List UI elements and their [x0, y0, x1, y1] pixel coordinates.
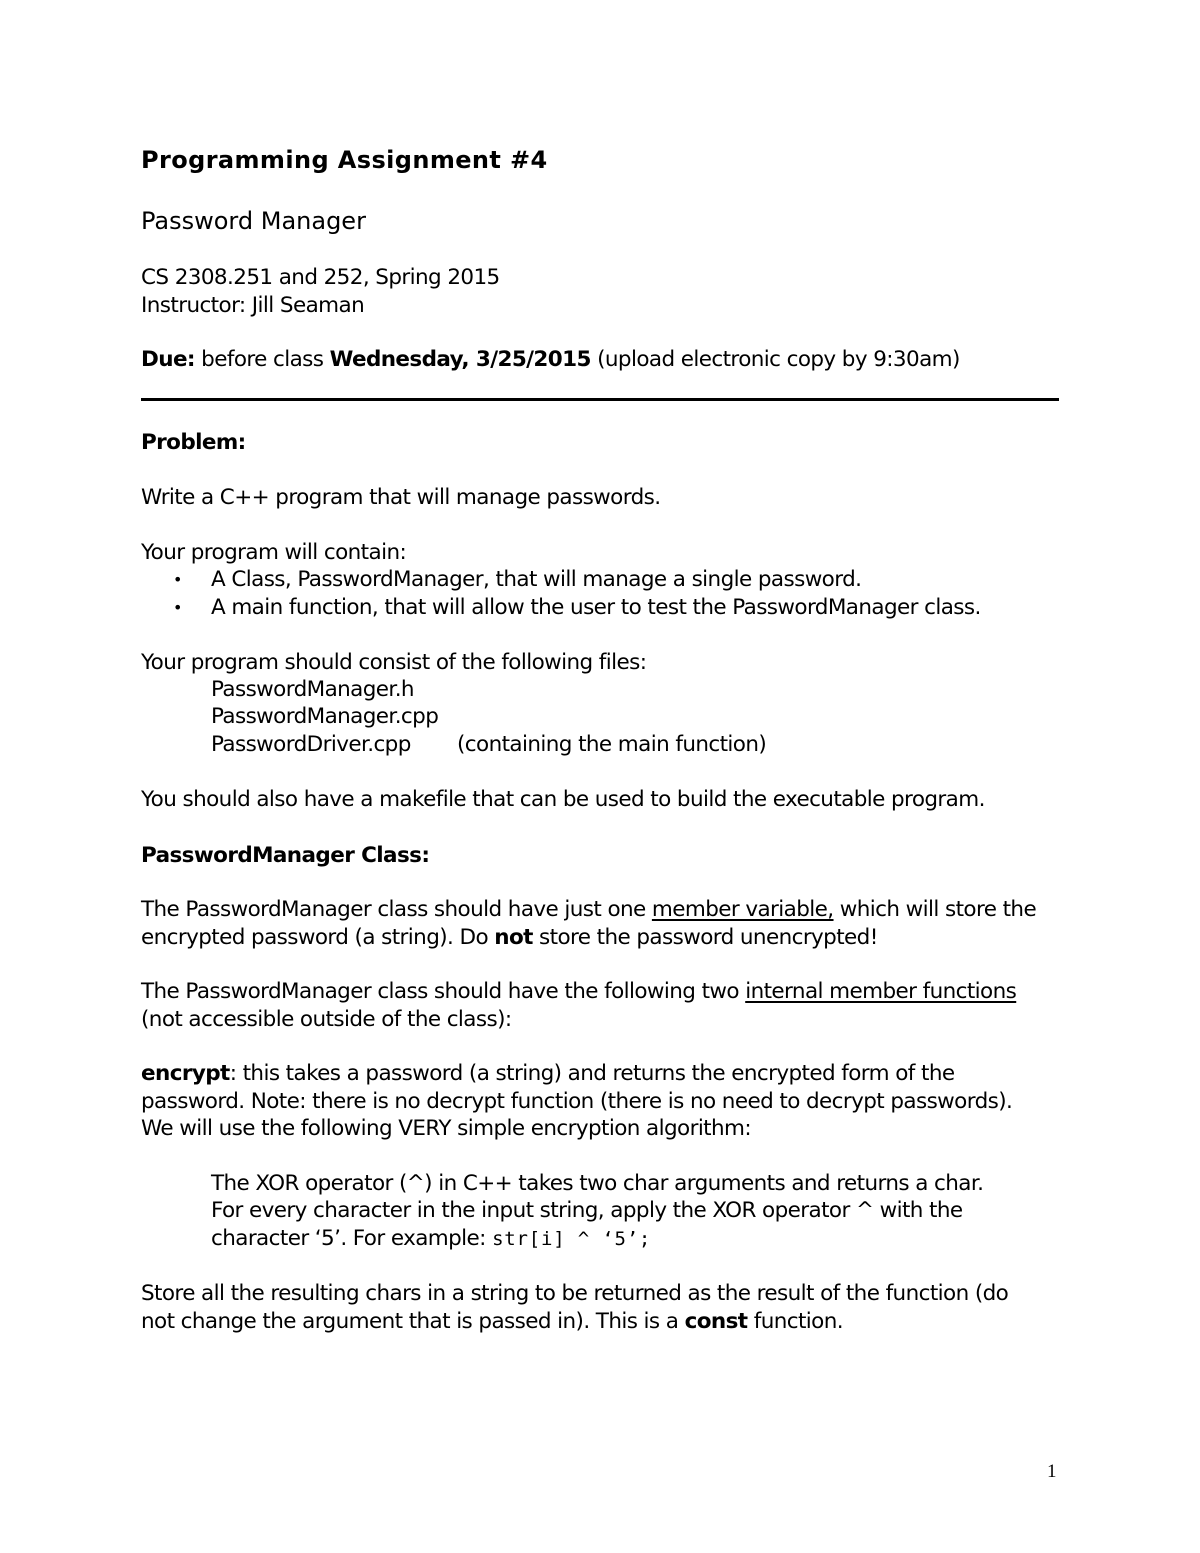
const-emphasis: const	[684, 1309, 748, 1334]
due-label: Due:	[141, 347, 195, 372]
horizontal-divider	[141, 398, 1059, 401]
file-driver	[211, 731, 766, 759]
file-driver-name: PasswordDriver.cpp	[211, 732, 411, 757]
algorithm-line-1: The XOR operator (^) in C++ takes two char arguments and returns a char.	[211, 1171, 984, 1196]
assignment-subtitle: Password Manager	[141, 207, 366, 235]
problem-heading: Problem:	[141, 430, 246, 455]
bullet-item-class: A Class, PasswordManager, that will manage a single password.	[211, 567, 862, 592]
makefile-line: You should also have a makefile that can be used to build the executable program.	[141, 787, 985, 812]
problem-intro: Write a C++ program that will manage passwords.	[141, 485, 661, 510]
file-driver-note: (containing the main function)	[457, 732, 767, 757]
member-variable-line-1: The PasswordManager class should have just one member variable, which will store the	[141, 897, 1037, 922]
bullet-icon: •	[173, 570, 183, 589]
not-emphasis: not	[494, 925, 533, 950]
internal-member-functions-term: internal member functions	[745, 979, 1017, 1004]
encrypt-line-1: encrypt: this takes a password (a string) and returns the encrypted form of the	[141, 1061, 955, 1086]
bullet-item-main: A main function, that will allow the user to test the PasswordManager class.	[211, 595, 981, 620]
due-date: Wednesday, 3/25/2015	[329, 347, 591, 372]
algorithm-line-2: For every character in the input string, apply the XOR operator ^ with the	[211, 1198, 963, 1223]
file-header: PasswordManager.h	[211, 677, 414, 702]
store-line-1: Store all the resulting chars in a string to be returned as the result of the function (do	[141, 1281, 1009, 1306]
member-variable-term: member variable,	[651, 897, 834, 922]
encrypt-line-2: password. Note: there is no decrypt function (there is no need to decrypt passwords).	[141, 1089, 1013, 1114]
bullet-icon: •	[173, 598, 183, 617]
page-number: 1	[1047, 1461, 1057, 1482]
class-heading: PasswordManager Class:	[141, 843, 430, 868]
due-post-text: (upload electronic copy by 9:30am)	[590, 347, 960, 372]
member-functions-line-1: The PasswordManager class should have the following two internal member functions	[141, 979, 1017, 1004]
encrypt-line-3: We will use the following VERY simple encryption algorithm:	[141, 1116, 752, 1141]
store-line-2: not change the argument that is passed in). This is a const function.	[141, 1309, 843, 1334]
contain-intro: Your program will contain:	[141, 540, 407, 565]
files-intro: Your program should consist of the following files:	[141, 650, 647, 675]
code-example: str[i] ^ ‘5’;	[492, 1228, 652, 1250]
due-line	[141, 346, 960, 374]
due-pre-text: before class	[194, 347, 330, 372]
course-line: CS 2308.251 and 252, Spring 2015	[141, 265, 500, 290]
assignment-title: Programming Assignment #4	[141, 146, 548, 174]
member-functions-line-2: (not accessible outside of the class):	[141, 1007, 512, 1032]
file-cpp: PasswordManager.cpp	[211, 704, 439, 729]
member-variable-line-2: encrypted password (a string). Do not store the password unencrypted!	[141, 925, 878, 950]
encrypt-label: encrypt	[141, 1061, 230, 1086]
instructor-line: Instructor: Jill Seaman	[141, 293, 365, 318]
algorithm-line-3: character ‘5’. For example: str[i] ^ ‘5’;	[211, 1226, 652, 1251]
